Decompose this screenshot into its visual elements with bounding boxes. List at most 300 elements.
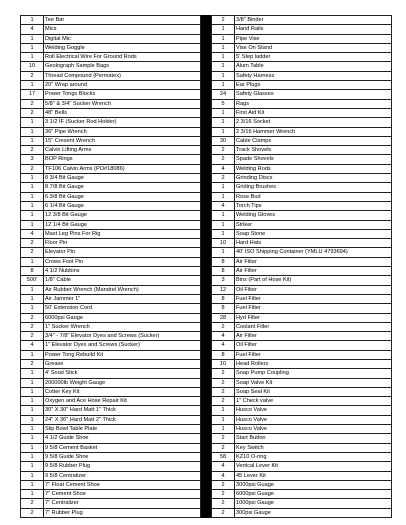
inventory-row xyxy=(21,322,201,331)
item-cell: Track Shovels xyxy=(235,146,392,155)
quantity-cell: 1 xyxy=(21,397,44,406)
quantity-cell: 2 xyxy=(21,322,44,331)
item-cell: Striker xyxy=(235,220,392,229)
item-cell: Griding Brushes xyxy=(235,183,392,192)
item-cell: Welding Gloves xyxy=(235,211,392,220)
item-cell: 300psi Gauge xyxy=(235,508,392,517)
item-cell: 1" Sucker Wrench xyxy=(44,322,201,331)
quantity-cell: 1 xyxy=(21,174,44,183)
quantity-cell: 1 xyxy=(212,62,235,71)
item-cell: Mast Leg Pins For Rig xyxy=(44,229,201,238)
inventory-row xyxy=(212,201,392,210)
quantity-cell: 2 xyxy=(21,499,44,508)
quantity-cell: 2 xyxy=(21,146,44,155)
inventory-row xyxy=(21,211,201,220)
inventory-row xyxy=(212,443,392,452)
item-cell: 7" Centralizer xyxy=(44,499,201,508)
item-cell: 1000psi Gauge xyxy=(235,499,392,508)
inventory-row xyxy=(212,267,392,276)
inventory-row xyxy=(21,164,201,173)
item-cell: Roll Electrical Wire For Ground Rods xyxy=(44,53,201,62)
item-cell: Husco Valve xyxy=(235,415,392,424)
quantity-cell: 2 xyxy=(21,248,44,257)
inventory-row xyxy=(212,183,392,192)
quantity-cell: 1 xyxy=(21,201,44,210)
item-cell: 4' Soud Stick xyxy=(44,369,201,378)
quantity-cell: 8 xyxy=(212,257,235,266)
quantity-cell: 1 xyxy=(21,350,44,359)
item-cell: 40' ISO Shipping Container (YMLU 4793694) xyxy=(235,248,392,257)
quantity-cell: 2 xyxy=(212,155,235,164)
inventory-row xyxy=(212,322,392,331)
quantity-cell: 1 xyxy=(21,192,44,201)
item-cell: 2 3/16 Hammer Wrench xyxy=(235,127,392,136)
item-cell: 36" Pipe Wrench xyxy=(44,127,201,136)
item-cell: Vertical Lever Kit xyxy=(235,462,392,471)
quantity-cell: 1 xyxy=(21,127,44,136)
item-cell: 3000psi Guage xyxy=(235,480,392,489)
inventory-row xyxy=(21,146,201,155)
inventory-row xyxy=(212,332,392,341)
quantity-cell: 1 xyxy=(21,434,44,443)
inventory-row xyxy=(212,397,392,406)
item-cell: 4 1/2 Guide Shoe xyxy=(44,434,201,443)
quantity-cell: 28 xyxy=(212,313,235,322)
item-cell: 45 Lever Kit xyxy=(235,471,392,480)
inventory-row xyxy=(212,90,392,99)
item-cell: 20" Wrap around xyxy=(44,81,201,90)
inventory-row xyxy=(21,443,201,452)
inventory-row xyxy=(212,276,392,285)
item-cell: Key Switch xyxy=(235,443,392,452)
quantity-cell: 1 xyxy=(212,425,235,434)
item-cell: Coolant Filter xyxy=(235,322,392,331)
quantity-cell: 2 xyxy=(212,16,235,25)
item-cell: Soap Stone xyxy=(235,229,392,238)
item-cell: 2 3/16 Socket xyxy=(235,118,392,127)
item-cell: Mics xyxy=(44,25,201,34)
quantity-cell: 2 xyxy=(21,108,44,117)
inventory-row xyxy=(212,108,392,117)
item-cell: Geolograph Sample Bags xyxy=(44,62,201,71)
quantity-cell: 2 xyxy=(212,146,235,155)
inventory-row xyxy=(21,285,201,294)
item-cell: Hard Hats xyxy=(235,239,392,248)
inventory-row xyxy=(21,508,201,517)
inventory-row xyxy=(212,248,392,257)
inventory-row xyxy=(21,276,201,285)
item-cell: 3/8" Binder xyxy=(235,16,392,25)
quantity-cell: 24 xyxy=(212,90,235,99)
item-cell: 5' Step ladder xyxy=(235,53,392,62)
item-cell: 24" X 36" Hard Matt 2" Thick xyxy=(44,415,201,424)
quantity-cell: 1 xyxy=(212,71,235,80)
inventory-row xyxy=(21,220,201,229)
item-cell: Vise On Stand xyxy=(235,43,392,52)
item-cell: Cotter Key Kit xyxy=(44,387,201,396)
item-cell: 8 7/8 Bit Gauge xyxy=(44,183,201,192)
inventory-row xyxy=(212,53,392,62)
item-cell: Air Jammer 1" xyxy=(44,294,201,303)
inventory-row xyxy=(212,34,392,43)
quantity-cell: 8 xyxy=(212,267,235,276)
item-cell: Soap Seal Kit xyxy=(235,387,392,396)
inventory-row xyxy=(212,490,392,499)
item-cell: Air Rubber Wrench (Mandrel Wrench) xyxy=(44,285,201,294)
inventory-row xyxy=(212,164,392,173)
inventory-row xyxy=(21,201,201,210)
item-cell: Air Filter xyxy=(235,332,392,341)
quantity-cell: 1 xyxy=(21,462,44,471)
inventory-row xyxy=(21,434,201,443)
inventory-row xyxy=(21,490,201,499)
quantity-cell: 1 xyxy=(21,285,44,294)
quantity-cell: 1 xyxy=(212,192,235,201)
quantity-cell: 1 xyxy=(212,127,235,136)
inventory-row xyxy=(21,257,201,266)
column-divider xyxy=(201,15,211,518)
quantity-cell: 1 xyxy=(21,43,44,52)
inventory-row xyxy=(212,62,392,71)
item-cell: Power Tong Rebuild Kit xyxy=(44,350,201,359)
quantity-cell: 2 xyxy=(21,332,44,341)
quantity-cell: 1 xyxy=(212,211,235,220)
inventory-row xyxy=(21,99,201,108)
inventory-row xyxy=(21,43,201,52)
item-cell: Slip Bowl Table Plate xyxy=(44,425,201,434)
quantity-cell: 17 xyxy=(21,90,44,99)
inventory-row xyxy=(212,452,392,461)
quantity-cell: 1 xyxy=(21,415,44,424)
quantity-cell: 4 xyxy=(212,341,235,350)
quantity-cell: 4 xyxy=(21,229,44,238)
quantity-cell: 3 xyxy=(212,276,235,285)
inventory-row xyxy=(212,118,392,127)
quantity-cell: 1 xyxy=(212,43,235,52)
quantity-cell: 2 xyxy=(21,71,44,80)
item-cell: Hand Rails xyxy=(235,25,392,34)
inventory-row xyxy=(21,174,201,183)
item-cell: Welding Rods xyxy=(235,164,392,173)
inventory-row xyxy=(212,415,392,424)
quantity-cell: 2 xyxy=(212,434,235,443)
inventory-row xyxy=(212,304,392,313)
item-cell: Soap Pump Coupling xyxy=(235,369,392,378)
inventory-row xyxy=(21,183,201,192)
inventory-row xyxy=(212,229,392,238)
inventory-row xyxy=(21,267,201,276)
quantity-cell: 2 xyxy=(212,499,235,508)
quantity-cell: 1 xyxy=(212,248,235,257)
quantity-cell: 12 xyxy=(212,285,235,294)
item-cell: Power Tongs Blocks xyxy=(44,90,201,99)
item-cell: 3 1/2 IF (Sucker Rod Holder) xyxy=(44,118,201,127)
inventory-row xyxy=(212,43,392,52)
inventory-row xyxy=(212,155,392,164)
inventory-row xyxy=(21,462,201,471)
inventory-row xyxy=(212,350,392,359)
inventory-row xyxy=(212,359,392,368)
inventory-row xyxy=(212,387,392,396)
item-cell: 1" Elevator Dyes and Screws (Sucker) xyxy=(44,341,201,350)
quantity-cell: 1 xyxy=(21,16,44,25)
quantity-cell: 2 xyxy=(212,490,235,499)
item-cell: 6 3/8 Bit Gauge xyxy=(44,192,201,201)
quantity-cell: 1 xyxy=(21,118,44,127)
quantity-cell: 10 xyxy=(21,62,44,71)
item-cell: BOP Rings xyxy=(44,155,201,164)
quantity-cell: 2 xyxy=(212,322,235,331)
quantity-cell: 1 xyxy=(21,294,44,303)
inventory-row xyxy=(212,462,392,471)
inventory-table-left xyxy=(20,15,201,518)
item-cell: Oil Filter xyxy=(235,285,392,294)
inventory-row xyxy=(21,406,201,415)
item-cell: Soap Valve Kit xyxy=(235,378,392,387)
item-cell: Hyd Filter xyxy=(235,313,392,322)
item-cell: Fuel Filter xyxy=(235,350,392,359)
item-cell: 1/8" Cable xyxy=(44,276,201,285)
quantity-cell: 1 xyxy=(21,34,44,43)
inventory-row xyxy=(21,378,201,387)
quantity-cell: 4 xyxy=(21,25,44,34)
inventory-row xyxy=(21,108,201,117)
quantity-cell: 4 xyxy=(21,341,44,350)
item-cell: 1" Check valve xyxy=(235,397,392,406)
item-cell: Grinding Discs xyxy=(235,174,392,183)
quantity-cell: 1 xyxy=(212,415,235,424)
inventory-row xyxy=(21,425,201,434)
quantity-cell: 1 xyxy=(21,406,44,415)
inventory-row xyxy=(212,480,392,489)
quantity-cell: 1 xyxy=(21,81,44,90)
quantity-cell: 1 xyxy=(21,53,44,62)
quantity-cell: 10 xyxy=(212,239,235,248)
inventory-row xyxy=(212,127,392,136)
inventory-row xyxy=(21,127,201,136)
inventory-row xyxy=(212,471,392,480)
inventory-row xyxy=(21,192,201,201)
item-cell: Oil Filter xyxy=(235,341,392,350)
inventory-row xyxy=(21,397,201,406)
quantity-cell: 2 xyxy=(212,369,235,378)
quantity-cell: 8 xyxy=(212,294,235,303)
item-cell: Bins (Part of Hose Kit) xyxy=(235,276,392,285)
inventory-row xyxy=(21,34,201,43)
inventory-row xyxy=(212,341,392,350)
item-cell: Pipe Vise xyxy=(235,34,392,43)
inventory-row xyxy=(21,304,201,313)
quantity-cell: 2 xyxy=(21,99,44,108)
quantity-cell: 1 xyxy=(21,369,44,378)
quantity-cell: 1 xyxy=(21,425,44,434)
quantity-cell: 1 xyxy=(212,220,235,229)
inventory-row xyxy=(21,81,201,90)
quantity-cell: 1 xyxy=(21,471,44,480)
quantity-cell: 4 xyxy=(212,201,235,210)
item-cell: Safety Harness xyxy=(235,71,392,80)
quantity-cell: 1 xyxy=(21,387,44,396)
item-cell: First Aid Kit xyxy=(235,108,392,117)
inventory-row xyxy=(21,229,201,238)
quantity-cell: 30 xyxy=(212,136,235,145)
item-cell: Spade Shovels xyxy=(235,155,392,164)
inventory-row xyxy=(21,313,201,322)
inventory-row xyxy=(21,71,201,80)
item-cell: Torch Tips xyxy=(235,201,392,210)
quantity-cell: 4 xyxy=(212,471,235,480)
item-cell: 7" Rubber Plug xyxy=(44,508,201,517)
item-cell: Grease xyxy=(44,359,201,368)
item-cell: Digital Mic xyxy=(44,34,201,43)
quantity-cell: 1 xyxy=(212,34,235,43)
inventory-row xyxy=(21,90,201,99)
item-cell: 6000psi Guage xyxy=(235,490,392,499)
inventory-row xyxy=(21,294,201,303)
inventory-row xyxy=(21,248,201,257)
item-cell: Elevator Pin xyxy=(44,248,201,257)
quantity-cell: 3 xyxy=(21,155,44,164)
quantity-cell: 1 xyxy=(212,25,235,34)
inventory-row xyxy=(21,239,201,248)
item-cell: Fuel Filter xyxy=(235,304,392,313)
inventory-row xyxy=(212,136,392,145)
inventory-row xyxy=(212,508,392,517)
inventory-row xyxy=(212,285,392,294)
quantity-cell: 2 xyxy=(212,397,235,406)
inventory-row xyxy=(21,369,201,378)
inventory-row xyxy=(21,387,201,396)
quantity-cell: 1 xyxy=(212,108,235,117)
item-cell: Husco Valve xyxy=(235,406,392,415)
inventory-row xyxy=(212,146,392,155)
inventory-row xyxy=(21,341,201,350)
item-cell: 4 1/2 Nubbins xyxy=(44,267,201,276)
item-cell: 8 3/4 Bit Gauge xyxy=(44,174,201,183)
inventory-row xyxy=(21,53,201,62)
item-cell: 9 5/8 Centralizer xyxy=(44,471,201,480)
inventory-row xyxy=(212,294,392,303)
item-cell: Fuel Filter xyxy=(235,294,392,303)
quantity-cell: 1 xyxy=(21,136,44,145)
quantity-cell: 2 xyxy=(212,443,235,452)
quantity-cell: 2 xyxy=(212,378,235,387)
item-cell: 5/8" & 3/4" Sucker Wrench xyxy=(44,99,201,108)
inventory-row xyxy=(21,452,201,461)
inventory-row xyxy=(212,257,392,266)
inventory-row xyxy=(21,471,201,480)
item-cell: 6 1/4 Bit Gauge xyxy=(44,201,201,210)
inventory-row xyxy=(212,174,392,183)
inventory-row xyxy=(212,313,392,322)
inventory-row xyxy=(21,415,201,424)
item-cell: Cable Clamps xyxy=(235,136,392,145)
item-cell: Tee Bar xyxy=(44,16,201,25)
item-cell: Safety Glasses xyxy=(235,90,392,99)
inventory-row xyxy=(212,239,392,248)
item-cell: Thread Compound (Permatex) xyxy=(44,71,201,80)
inventory-row xyxy=(21,155,201,164)
item-cell: 7" Float Cement Shoe xyxy=(44,480,201,489)
item-cell: Crows Foot Pin xyxy=(44,257,201,266)
item-cell: 9 5/8 Guide Shoe xyxy=(44,452,201,461)
quantity-cell: 4 xyxy=(212,462,235,471)
quantity-cell: 1 xyxy=(21,211,44,220)
inventory-row xyxy=(212,211,392,220)
inventory-row xyxy=(212,81,392,90)
inventory-row xyxy=(212,99,392,108)
quantity-cell: 2 xyxy=(212,480,235,489)
inventory-row xyxy=(212,220,392,229)
inventory-row xyxy=(212,406,392,415)
item-cell: 15" Cresent Wrench xyxy=(44,136,201,145)
quantity-cell: 1 xyxy=(21,443,44,452)
quantity-cell: 8 xyxy=(212,304,235,313)
item-cell: KZ10 O-ring xyxy=(235,452,392,461)
item-cell: 200000lb Weight Gauge xyxy=(44,378,201,387)
quantity-cell: 2 xyxy=(21,359,44,368)
item-cell: Air Filter xyxy=(235,257,392,266)
inventory-row xyxy=(21,25,201,34)
quantity-cell: 1 xyxy=(212,53,235,62)
quantity-cell: 10 xyxy=(212,359,235,368)
quantity-cell: 8 xyxy=(212,350,235,359)
quantity-cell: 1 xyxy=(212,118,235,127)
inventory-row xyxy=(212,499,392,508)
quantity-cell: 1 xyxy=(212,229,235,238)
item-cell: Welding Goggle xyxy=(44,43,201,52)
item-cell: 9 5/8 Cement Basket xyxy=(44,443,201,452)
quantity-cell: 8 xyxy=(21,267,44,276)
item-cell: Floor Pin xyxy=(44,239,201,248)
inventory-row xyxy=(21,350,201,359)
quantity-cell: 4 xyxy=(212,332,235,341)
inventory-row xyxy=(21,16,201,25)
inventory-row xyxy=(21,480,201,489)
inventory-row xyxy=(212,378,392,387)
item-cell: Rose Bud xyxy=(235,192,392,201)
quantity-cell: 2 xyxy=(212,508,235,517)
quantity-cell: 1 xyxy=(21,378,44,387)
item-cell: 30" X 30" Hard Matt 1" Thick xyxy=(44,406,201,415)
inventory-row xyxy=(21,136,201,145)
quantity-cell: 1 xyxy=(212,183,235,192)
item-cell: Oxygen and Ace Hose Repair Kit xyxy=(44,397,201,406)
item-cell: Ear Plugs xyxy=(235,81,392,90)
item-cell: 3/4" - 7/8" Elevator Dyes and Screws (Sucker) xyxy=(44,332,201,341)
quantity-cell: 1 xyxy=(21,220,44,229)
item-cell: 50' Extension Cord xyxy=(44,304,201,313)
quantity-cell: 1 xyxy=(212,81,235,90)
quantity-cell: 1 xyxy=(21,480,44,489)
quantity-cell: 2 xyxy=(21,239,44,248)
item-cell: Start Button xyxy=(235,434,392,443)
item-cell: 9 5/8 Rubber Plug xyxy=(44,462,201,471)
quantity-cell: 500' xyxy=(21,276,44,285)
item-cell: 6000psi Gauge xyxy=(44,313,201,322)
item-cell: Head Rollers xyxy=(235,359,392,368)
inventory-row xyxy=(21,118,201,127)
item-cell: Rags xyxy=(235,99,392,108)
quantity-cell: 58 xyxy=(212,452,235,461)
inventory-row xyxy=(212,25,392,34)
item-cell: TF106 Calvin Arms (PO#18086) xyxy=(44,164,201,173)
inventory-row xyxy=(21,499,201,508)
item-cell: 12 3/8 Bit Gauge xyxy=(44,211,201,220)
inventory-sheet xyxy=(20,15,392,518)
quantity-cell: 1 xyxy=(21,452,44,461)
quantity-cell: 1 xyxy=(21,257,44,266)
